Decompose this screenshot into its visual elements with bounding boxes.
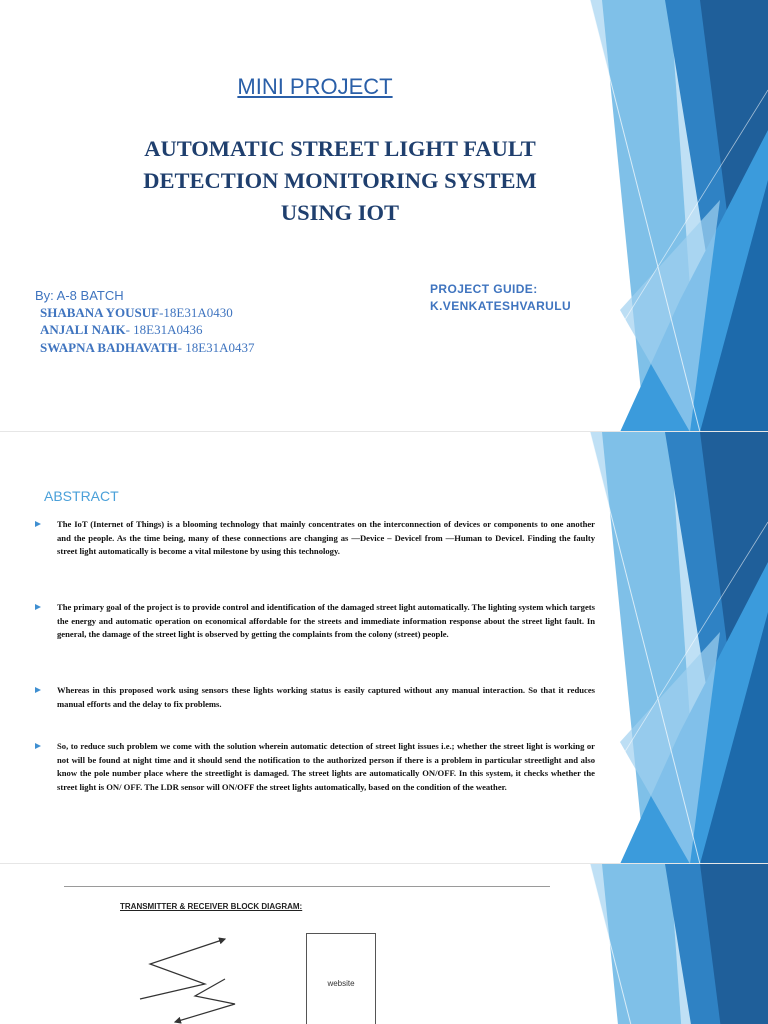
website-block	[306, 933, 376, 1024]
bullet-text: Whereas in this proposed work using sensors these lights working status is easily captured without any manual interaction. So that it reduces manual efforts and the delay to fix problems.	[57, 685, 595, 709]
signal-arrow	[140, 939, 225, 999]
team-member	[40, 322, 203, 338]
title-line: USING IOT	[280, 200, 400, 225]
slide-decoration-graphic	[548, 432, 768, 864]
member-name: SHABANA YOUSUF	[40, 305, 160, 320]
bullet-text: The primary goal of the project is to provide control and identification of the damaged street light automatically. The lighting system which targets the energy and automatic operation on economical affordable for the streets and immediate information response about the street light fault. In general, the damage of the street light is observed by getting the complaints from the colony (street) people.	[57, 602, 595, 640]
guide-name: K.VENKATESHVARULU	[430, 299, 572, 313]
top-rule	[64, 886, 550, 887]
project-title	[100, 133, 580, 229]
bullet-arrow-icon	[35, 687, 41, 693]
bullet-arrow-icon	[35, 604, 41, 610]
team-member	[40, 305, 233, 321]
abstract-heading: ABSTRACT	[44, 488, 119, 504]
abstract-bullet	[35, 601, 595, 642]
title-line: DETECTION MONITORING SYSTEM	[143, 168, 537, 193]
bullet-arrow-icon	[35, 743, 41, 749]
member-roll: - 18E31A0437	[177, 340, 255, 355]
abstract-slide	[0, 432, 768, 864]
slide-decoration-graphic	[548, 0, 768, 432]
bullet-arrow-icon	[35, 521, 41, 527]
abstract-bullet	[35, 740, 595, 794]
member-roll: - 18E31A0436	[125, 322, 203, 337]
abstract-bullet	[35, 684, 595, 711]
bullet-text: So, to reduce such problem we come with the solution wherein automatic detection of street light issues i.e.; whether the street light is working or not will be found at night time and it should send the notification to the authorized person if there is a problem in particular streetlight and also know the pole number place where the streetlight is damaged. The street lights are automatically ON/OFF. In this system, it checks whether the street light is ON/ OFF. The LDR sensor will ON/OFF the street lights automatically, based on the condition of the weather.	[57, 741, 595, 792]
block-diagram-slide	[0, 864, 768, 1024]
title-line: AUTOMATIC STREET LIGHT FAULT	[144, 136, 536, 161]
title-slide	[0, 0, 768, 432]
slide-decoration-graphic	[548, 864, 768, 1024]
member-roll: -18E31A0430	[159, 305, 233, 320]
team-member	[40, 340, 255, 356]
wireless-signal-icon	[130, 924, 250, 1024]
member-name: ANJALI NAIK	[40, 322, 126, 337]
member-name: SWAPNA BADHAVATH	[40, 340, 178, 355]
batch-label: By: A-8 BATCH	[35, 288, 124, 303]
signal-arrow	[175, 979, 235, 1022]
abstract-bullet	[35, 518, 595, 559]
bullet-text: The IoT (Internet of Things) is a blooming technology that mainly concentrates on the interconnection of devices or components to one another and the people. As the time being, many of these connections are changing as ―Device – Device‖ from ―Human to Device‖. Finding the faulty street light automatically is become a vital milestone by using this technology.	[57, 519, 595, 557]
website-label: website	[327, 979, 355, 988]
mini-project-label: MINI PROJECT	[237, 74, 393, 99]
guide-label: PROJECT GUIDE:	[430, 282, 538, 296]
diagram-title: TRANSMITTER & RECEIVER BLOCK DIAGRAM:	[120, 902, 303, 911]
